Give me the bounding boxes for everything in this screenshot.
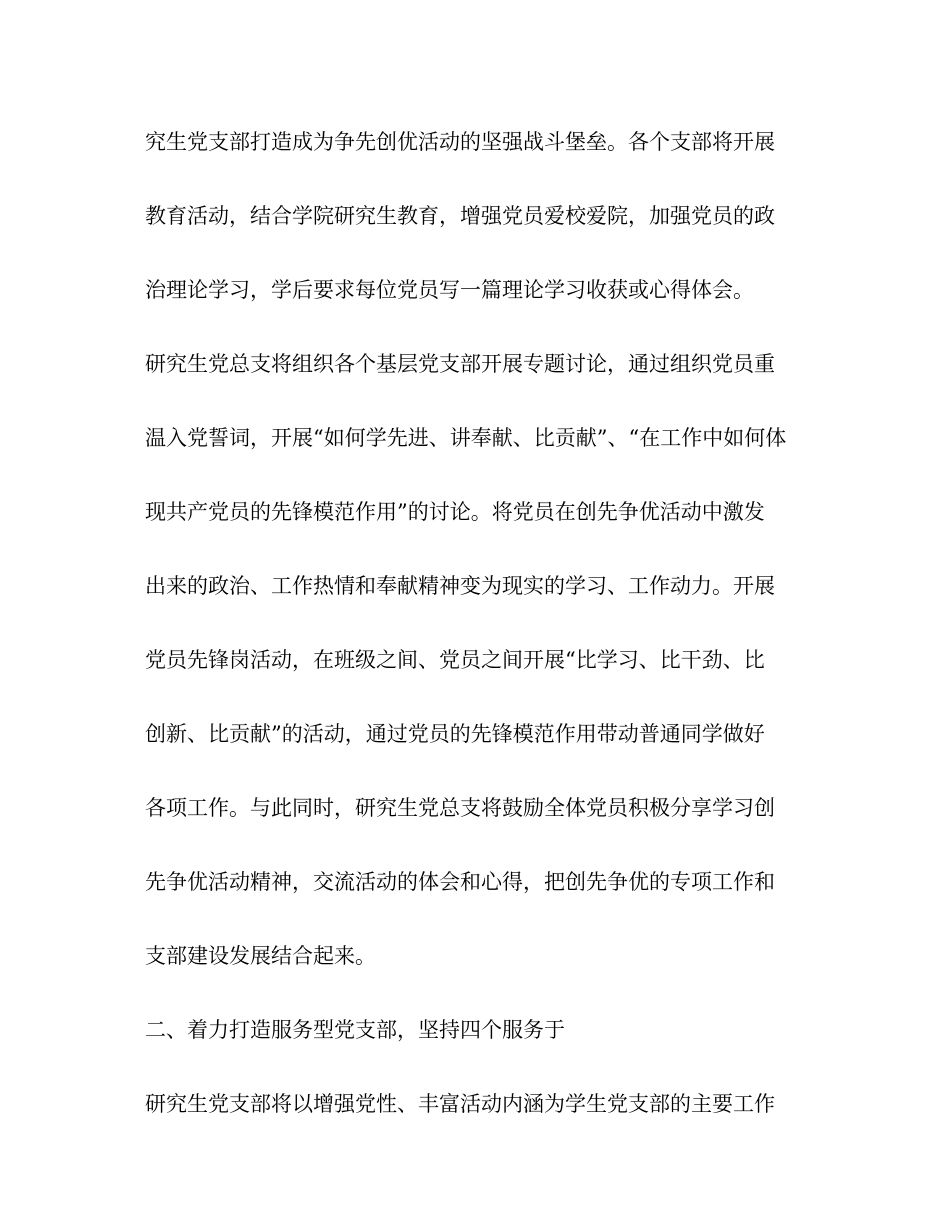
paragraph-line: 支部建设发展结合起来。 [145,944,376,968]
paragraph-line: 先争优活动精神，交流活动的体会和心得，把创先争优的专项工作和 [145,870,775,894]
paragraph-line: 党员先锋岗活动，在班级之间、党员之间开展“比学习、比干劲、比 [145,648,765,672]
paragraph-line: 研究生党支部将以增强党性、丰富活动内涵为学生党支部的主要工作 [145,1092,775,1116]
paragraph-line: 究生党支部打造成为争先创优活动的坚强战斗堡垒。各个支部将开展 [145,130,775,154]
paragraph-line: 温入党誓词，开展“如何学先进、讲奉献、比贡献”、“在工作中如何体 [145,426,787,450]
paragraph-line: 研究生党总支将组织各个基层党支部开展专题讨论，通过组织党员重 [145,352,775,376]
paragraph-line: 各项工作。与此同时，研究生党总支将鼓励全体党员积极分享学习创 [145,796,775,820]
paragraph-line: 创新、比贡献”的活动，通过党员的先锋模范作用带动普通同学做好 [145,722,765,746]
paragraph-line: 出来的政治、工作热情和奉献精神变为现实的学习、工作动力。开展 [145,574,775,598]
paragraph-line: 教育活动，结合学院研究生教育，增强党员爱校爱院，加强党员的政 [145,204,775,228]
paragraph-line: 治理论学习，学后要求每位党员写一篇理论学习收获或心得体会。 [145,278,754,302]
paragraph-line: 现共产党员的先锋模范作用”的讨论。将党员在创先争优活动中激发 [145,500,765,524]
section-heading: 二、着力打造服务型党支部，坚持四个服务于 [145,1018,565,1042]
